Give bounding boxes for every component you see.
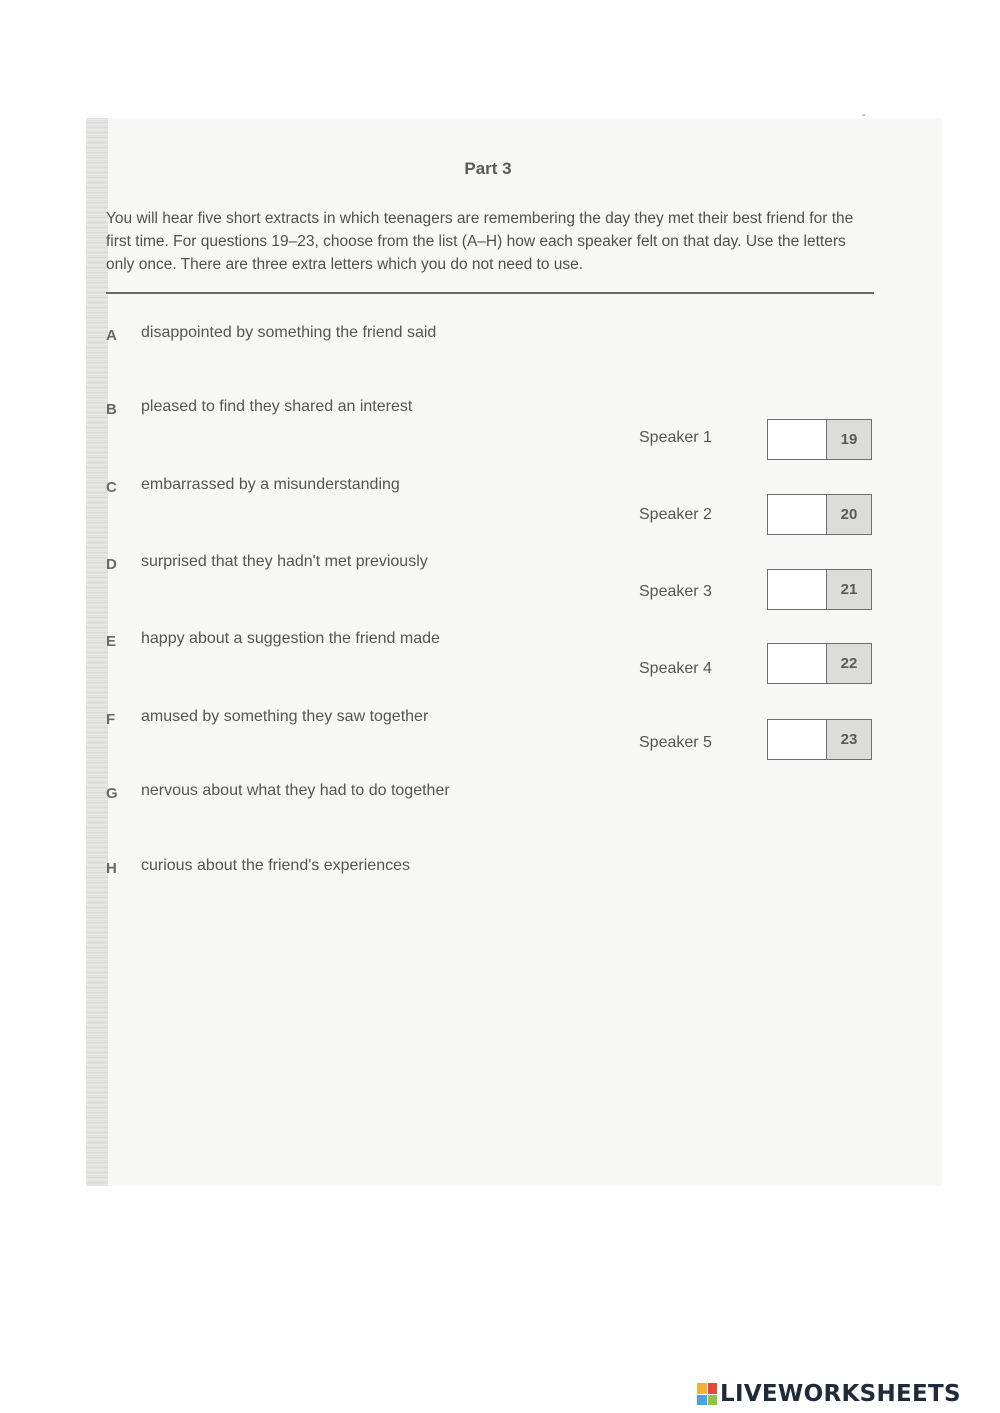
answer-input[interactable] (768, 570, 827, 609)
liveworksheets-logo[interactable] (697, 1379, 961, 1409)
option-text: embarrassed by a misunderstanding (141, 476, 400, 493)
answer-input[interactable] (768, 720, 827, 759)
answer-box (767, 569, 872, 610)
corner-mark: ˇ (862, 112, 866, 126)
question-number: 19 (827, 420, 871, 459)
speaker-label: Speaker 1 (639, 429, 712, 446)
scan-edge-shadow (86, 118, 108, 1186)
option-text: disappointed by something the friend said (141, 324, 437, 341)
answer-box (767, 419, 872, 460)
option-letter: F (106, 711, 116, 728)
question-number: 21 (827, 570, 871, 609)
option-letter: E (106, 633, 117, 650)
speaker-label: Speaker 3 (639, 583, 712, 600)
option-letter: A (106, 327, 117, 344)
option-text: amused by something they saw together (141, 708, 429, 725)
answer-box (767, 643, 872, 684)
liveworksheets-logo-icon (697, 1383, 717, 1405)
answer-input[interactable] (768, 495, 827, 534)
logo-text: LIVEWORKSHEETS (720, 1381, 961, 1407)
divider (106, 292, 874, 294)
question-number: 22 (827, 644, 871, 683)
answer-box (767, 494, 872, 535)
instructions-text: You will hear five short extracts in which teenagers are remembering the day they met their best friend for the first time. For questions 19–23, choose from the list (A–H) how each speaker felt on that day. Use the letters only once. There are three extra letters which you do not need to use. (106, 210, 854, 273)
question-number: 20 (827, 495, 871, 534)
option-letter: C (106, 479, 117, 496)
option-letter: B (106, 401, 117, 418)
option-text: pleased to find they shared an interest (141, 398, 413, 415)
answer-input[interactable] (768, 420, 827, 459)
question-number: 23 (827, 720, 871, 759)
logo-square-yellow (697, 1383, 707, 1394)
page-title: Part 3 (464, 159, 512, 178)
answer-input[interactable] (768, 644, 827, 683)
speaker-label: Speaker 5 (639, 734, 712, 751)
option-letter: H (106, 860, 117, 877)
answer-box (767, 719, 872, 760)
option-text: curious about the friend's experiences (141, 857, 410, 874)
logo-square-blue (697, 1395, 707, 1406)
logo-square-green (708, 1395, 718, 1406)
option-letter: D (106, 556, 117, 573)
speaker-label: Speaker 4 (639, 660, 712, 677)
option-text: nervous about what they had to do together (141, 782, 450, 799)
logo-square-red (708, 1383, 718, 1394)
speaker-label: Speaker 2 (639, 506, 712, 523)
option-text: happy about a suggestion the friend made (141, 630, 440, 647)
option-letter: G (106, 785, 118, 802)
option-text: surprised that they hadn't met previously (141, 553, 428, 570)
